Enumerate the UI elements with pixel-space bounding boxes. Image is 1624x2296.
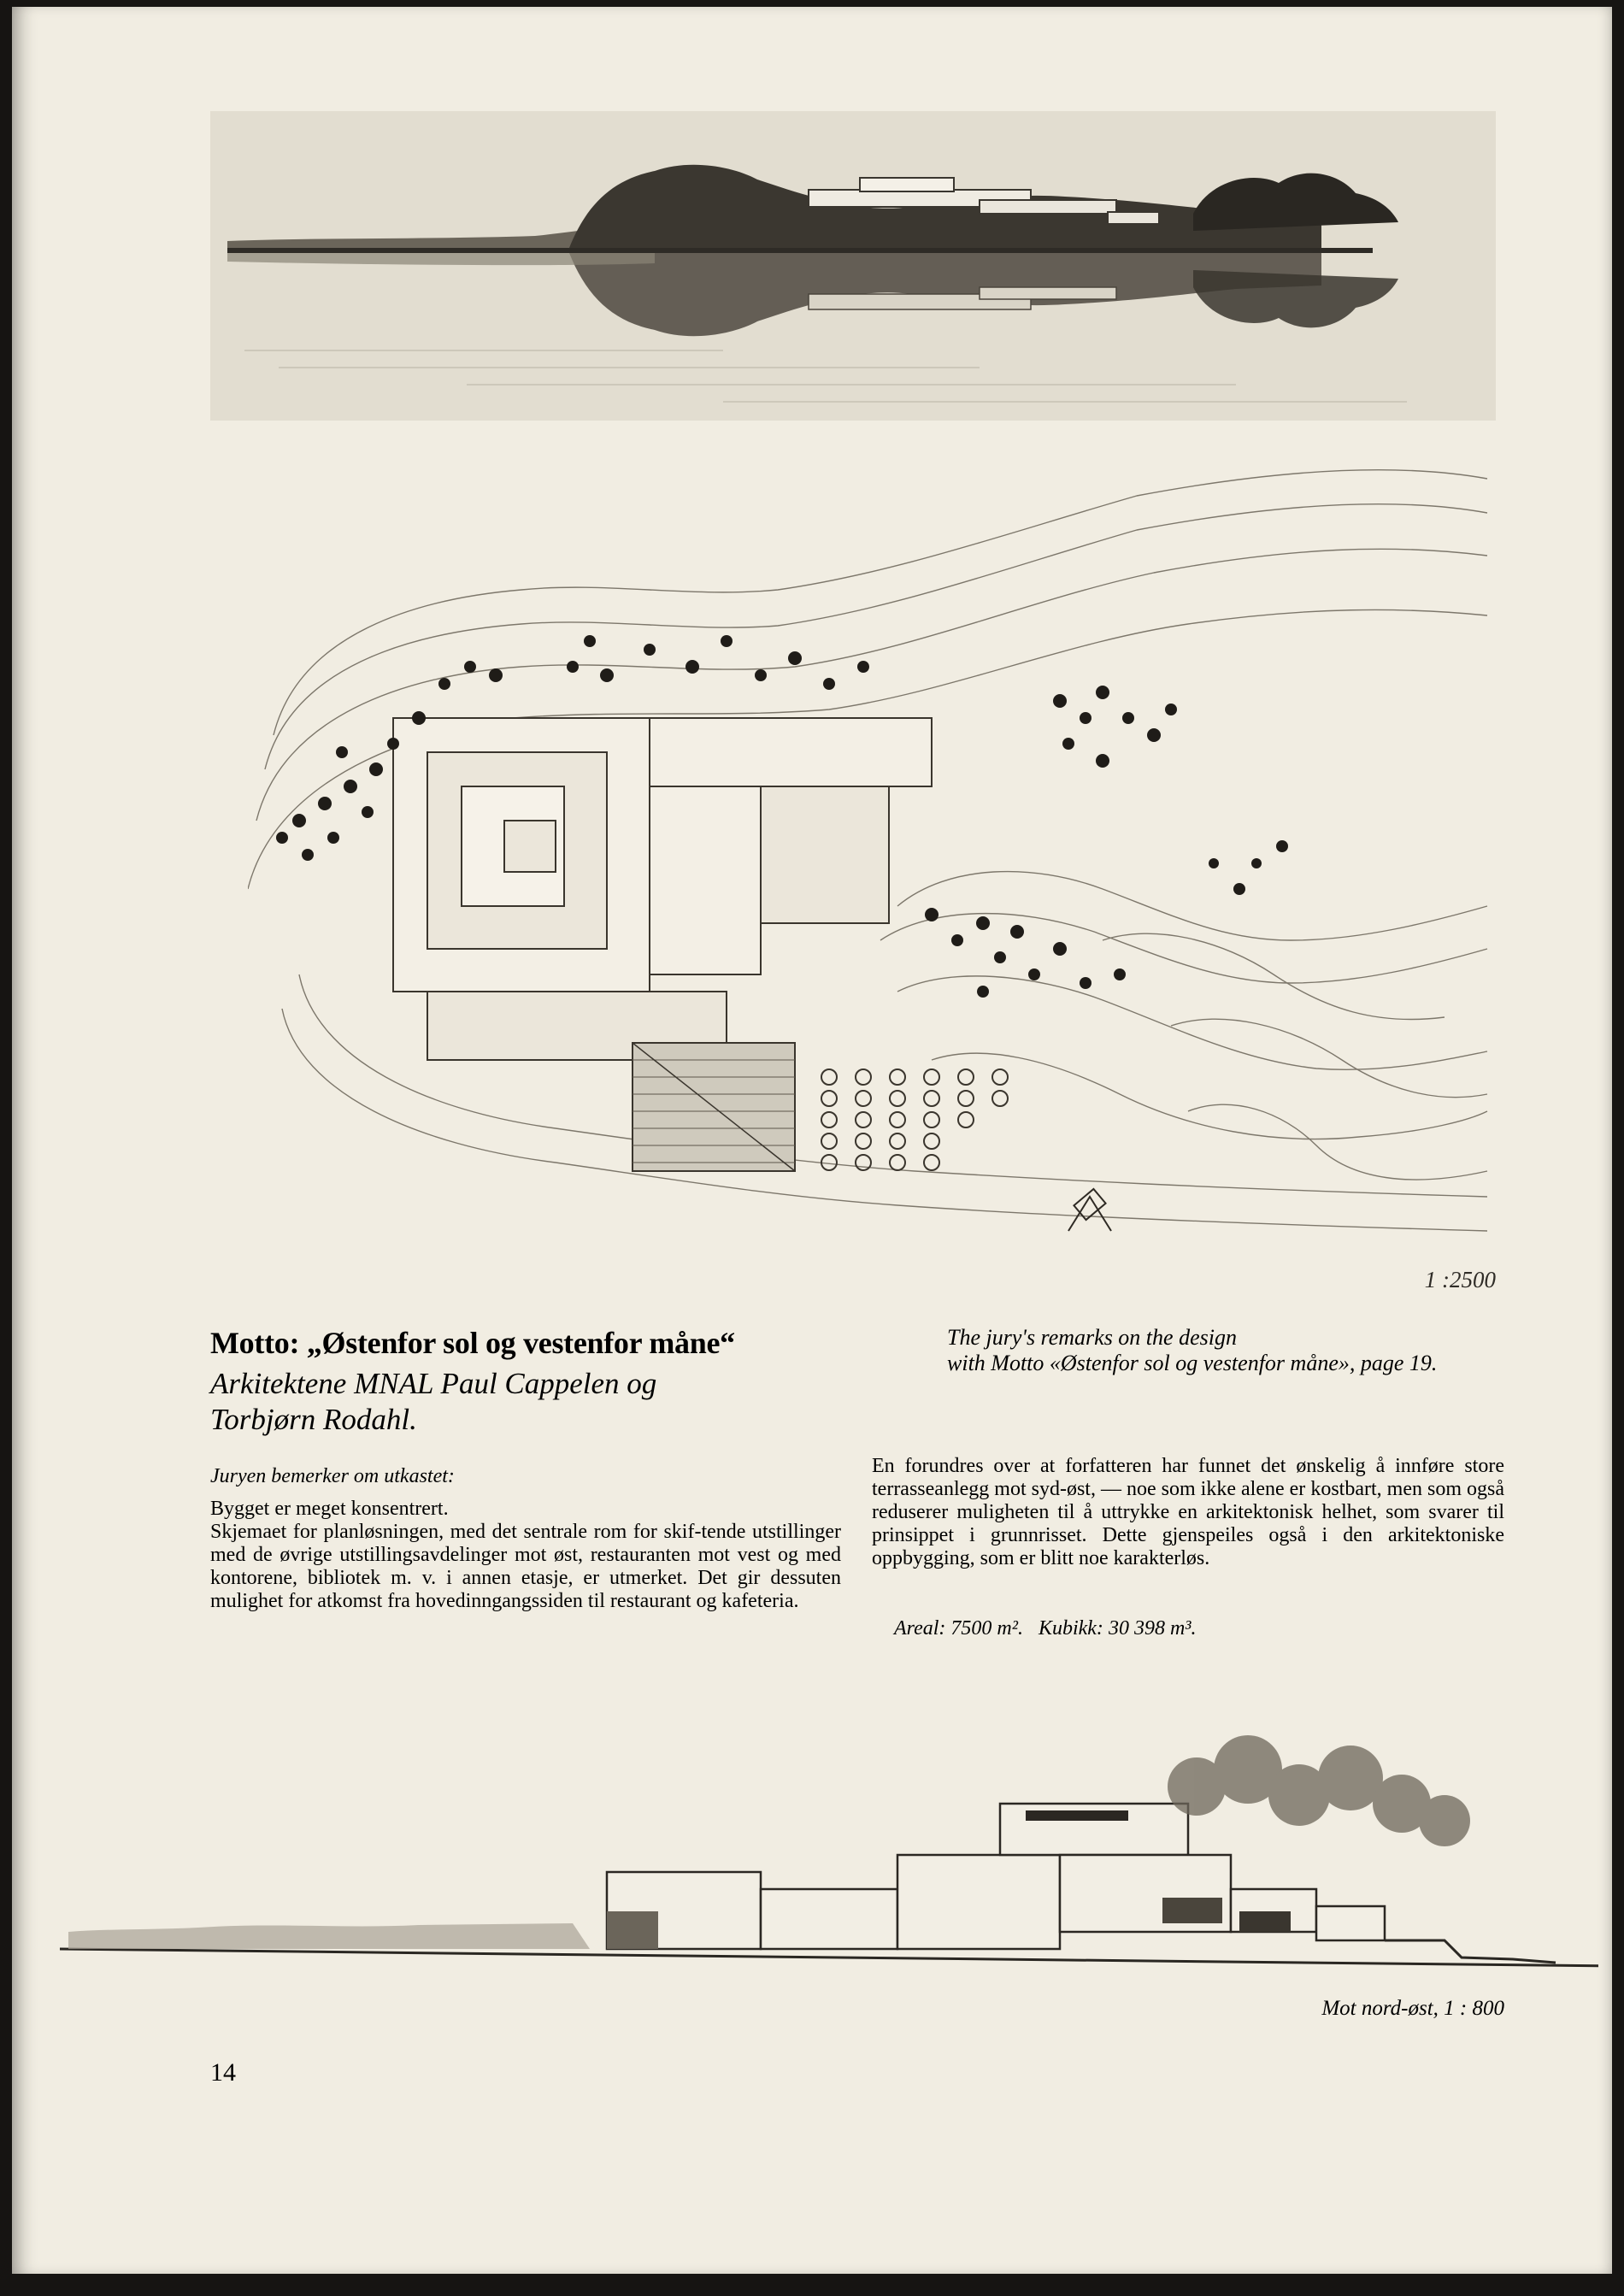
elevation-sketch-drawing (210, 111, 1496, 421)
section-scale-label: Mot nord-øst, 1 : 800 (1321, 1997, 1504, 2020)
area-volume-line: Areal: 7500 m². Kubikk: 30 398 m³. (894, 1617, 1197, 1640)
motto-title: Motto: „Østenfor sol og vestenfor måne“ (210, 1326, 735, 1360)
page-number: 14 (210, 2058, 236, 2087)
section-elevation-figure (60, 1735, 1598, 1983)
area-label: Areal: (894, 1617, 946, 1640)
left-paragraph-1: Bygget er meget konsentrert. (210, 1498, 449, 1520)
right-paragraph-1: En forundres over at forfatteren har funnet det ønskelig å innføre store terrasseanlegg mot syd-øst, — noe som ikke alene er kostbart, men som også reduserer muligheten til å uttrykke en arkitektonisk helhet, som svarer til prinsippet i grunnrisset. Dette gjenspeiles også i den arkitektoniske oppbygging, som er blitt noe karakterløs. (872, 1455, 1504, 1569)
jury-remarks-english (947, 1325, 1511, 1376)
site-plan-drawing (248, 462, 1496, 1265)
architects-credit: Arkitektene MNAL Paul Cappelen og Torbjørn Rodahl. (210, 1367, 657, 1436)
right-text-column (872, 1455, 1504, 1570)
elevation-sketch-figure (210, 111, 1496, 421)
volume-label: Kubikk: (1038, 1617, 1103, 1640)
volume-value: 30 398 m³. (1108, 1617, 1197, 1640)
site-plan-figure (248, 462, 1496, 1265)
jury-heading: Juryen bemerker om utkastet: (210, 1465, 455, 1487)
section-elevation-drawing (60, 1735, 1598, 1983)
left-paragraph-2: Skjemaet for planløsningen, med det sentrale rom for skif-tende utstillinger med de øvrige utstillingsavdelinger mot øst, restauranten mot vest og med kontorene, bibliotek m. v. i annen etasje, er utmerket. Det gir dessuten mulighet for atkomst fra hovedinngangssiden til restaurant og kafeteria. (210, 1521, 841, 1612)
area-value: 7500 m² (950, 1617, 1018, 1640)
jury-english-line-1: The jury's remarks on the design (947, 1325, 1237, 1350)
jury-english-line-2: with Motto «Østenfor sol og vestenfor måne», page 19. (947, 1351, 1438, 1375)
plan-scale-label: 1 :2500 (1424, 1267, 1496, 1292)
left-text-column (210, 1498, 841, 1613)
